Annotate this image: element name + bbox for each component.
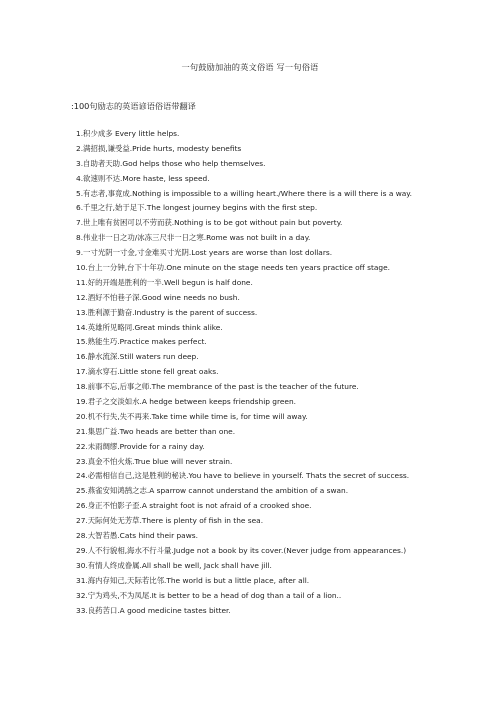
proverb-list <box>76 127 428 618</box>
list-item: 17.滴水穿石.Little stone fell great oaks. <box>76 367 219 377</box>
list-item: 33.良药苦口.A good medicine tastes bitter. <box>76 605 231 615</box>
list-item: 27.天际何处无芳草.There is plenty of fish in the sea. <box>76 516 264 526</box>
list-item: 19.君子之交淡如水.A hedge between keeps friendship green. <box>76 397 297 407</box>
list-item: 12.酒好不怕巷子深.Good wine needs no bush. <box>76 292 240 302</box>
list-item: 24.必需相信自己,这是胜利的秘诀.You have to believe in yourself. Thats the secret of success. <box>76 471 410 481</box>
list-item: 1.积少成多 Every little helps. <box>76 129 180 138</box>
list-item: 10.台上一分钟,台下十年功.One minute on the stage needs ten years practice off stage. <box>76 263 390 273</box>
list-item: 18.前事不忘,后事之师.The membrance of the past is the teacher of the future. <box>76 382 359 392</box>
list-item: 29.人不行貌相,海水不行斗量.Judge not a book by its cover.(Never judge from appearances.) <box>76 545 407 555</box>
list-item: 7.世上唯有贫困可以不劳而获.Nothing is to be got without pain but poverty. <box>76 218 343 228</box>
list-item: 8.伟业非一日之功/冰冻三尺非一日之寒.Rome was not built in a day. <box>76 233 311 243</box>
list-item: 22.未雨绸缪.Provide for a rainy day. <box>76 441 205 451</box>
list-item: 6.千里之行,始于足下.The longest journey begins with the first step. <box>76 203 318 213</box>
list-item: 25.燕雀安知鸿鹄之志.A sparrow cannot understand the ambition of a swan. <box>76 486 349 496</box>
list-item: 14.英雄所见略同.Great minds think alike. <box>76 322 223 332</box>
list-item: 11.好的开端是胜利的一半.Well begun is half done. <box>76 277 253 287</box>
list-item: 32.宁为鸡头,不为凤尾.It is better to be a head of dog than a tail of a lion.. <box>76 590 342 600</box>
list-item: 2.满招损,谦受益.Pride hurts, modesty benefits <box>76 143 242 153</box>
list-item: 26.身正不怕影子歪.A straight foot is not afraid of a crooked shoe. <box>76 501 312 511</box>
list-item: 28.大智若愚.Cats hind their paws. <box>76 531 198 541</box>
list-item: 21.集思广益.Two heads are better than one. <box>76 426 236 436</box>
section-heading: :100句励志的英语谚语俗语带翻译 <box>71 101 196 111</box>
page-title: 一句鼓励加油的英文俗语 写一句俗语 <box>181 62 319 72</box>
list-item: 13.胜利源于勤奋.Industry is the parent of success. <box>76 307 258 317</box>
list-item: 23.真金不怕火炼.True blue will never strain. <box>76 456 233 466</box>
list-item: 16.静水流深.Still waters run deep. <box>76 352 199 362</box>
list-item: 9.一寸光阴一寸金,寸金难买寸光阴.Lost years are worse than lost dollars. <box>76 248 333 258</box>
list-item: 4.欲速则不达.More haste, less speed. <box>76 173 210 183</box>
list-item: 5.有志者,事竟成.Nothing is impossible to a willing heart./Where there is a will there is a way. <box>76 188 412 198</box>
list-item: 20.机不行失,失不再来.Take time while time is, for time will away. <box>76 411 308 421</box>
list-item: 31.海内存知己,天际若比邻.The world is but a little place, after all. <box>76 575 310 585</box>
list-item: 3.自助者天助.God helps those who help themselves. <box>76 158 266 168</box>
list-item: 30.有情人终成眷属.All shall be well, Jack shall have jill. <box>76 560 272 570</box>
list-item: 15.熟能生巧.Practice makes perfect. <box>76 337 207 347</box>
